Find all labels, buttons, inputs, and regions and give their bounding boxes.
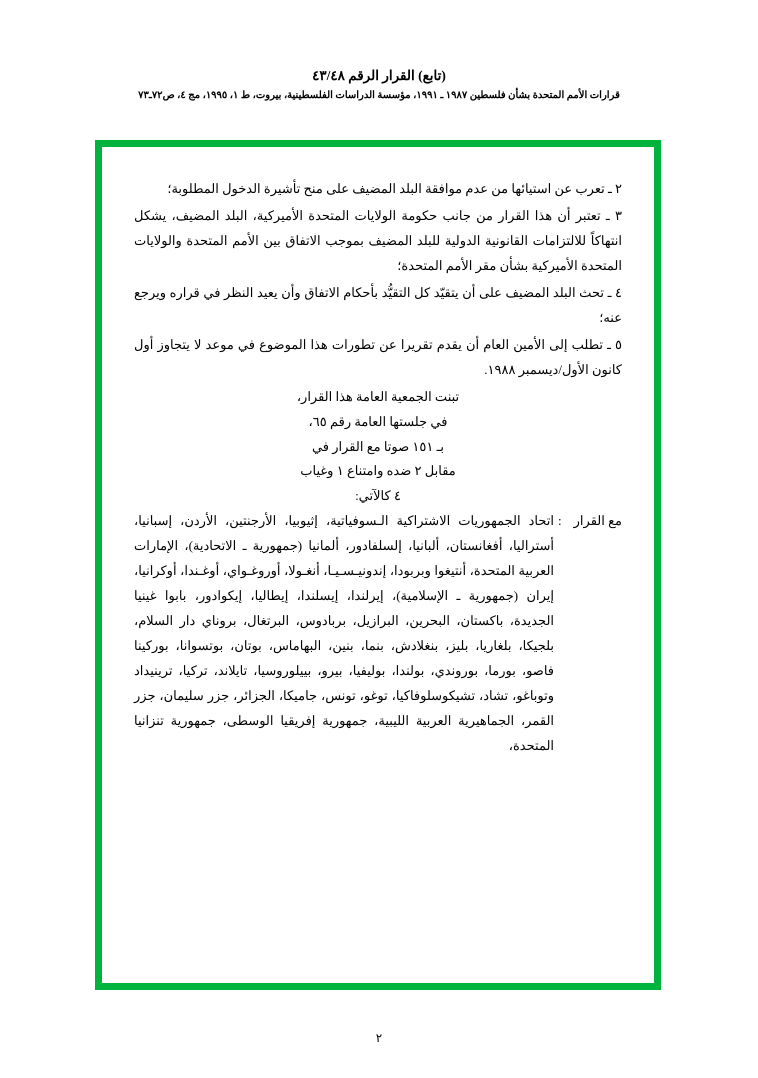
adoption-line-3: بـ ١٥١ صوتا مع القرار في [311, 438, 445, 454]
adoption-line-5: ٤ كالآتي: [355, 488, 401, 504]
paragraph-5: ٥ ـ تطلب إلى الأمين العام أن يقدم تقريرا عن تطورات هذا الموضوع في موعد لا يتجاوز أول كانون الأول/ديسمبر ١٩٨٨. [134, 336, 622, 377]
votes-in-favour-label: مع القرار [573, 513, 622, 529]
paragraph-3: ٣ ـ تعتبر أن هذا القرار من جانب حكومة الولايات المتحدة الأميركية، البلد المضيف، يشكل انتهاكاً للالتزامات القانونية الدولية للبلد المضيف بموجب الاتفاق بين الأمم المتحدة والولايات المتحدة الأميركية بشأن مقر الأمم المتحدة؛ [134, 207, 622, 273]
adoption-line-2: في جلستها العامة رقم ٦٥، [308, 413, 448, 429]
adoption-line-1: تبنت الجمعية العامة هذا القرار، [296, 388, 460, 404]
page-number: ٢ [375, 1031, 383, 1045]
votes-in-favour-colon: : [558, 513, 562, 529]
adoption-block [134, 385, 622, 510]
paragraph-4: ٤ ـ تحث البلد المضيف على أن يتقيّد كل التقيُّد بأحكام الاتفاق وأن يعيد النظر في قراره ويرجع عنه؛ [134, 284, 622, 325]
page-title: (تابع) القرار الرقم ٤٣/٤٨ [312, 68, 446, 83]
paragraph-2: ٢ ـ تعرب عن استيائها من عدم موافقة البلد المضيف على منح تأشيرة الدخول المطلوبة؛ [167, 181, 622, 196]
page-source-line: قرارات الأمم المتحدة بشأن فلسطين ١٩٨٧ ـ ١٩٩١، مؤسسة الدراسات الفلسطينية، بيروت، ط ١، ١٩٩٥، مج ٤، ص٧٢ـ٧٣ [138, 90, 620, 101]
green-border-frame [95, 140, 661, 990]
page-footer [0, 1031, 758, 1046]
votes-in-favour-row [134, 509, 622, 759]
page-header [0, 68, 758, 101]
document-body [102, 177, 654, 759]
adoption-line-4: مقابل ٢ ضده وامتناع ١ وغياب [300, 463, 456, 479]
votes-in-favour-country-list: اتحاد الجمهوريات الاشتراكية الـسوفياتية، إثيوبيا، الأرجنتين، الأردن، إسبانيا، أستراليا، أفغانستان، ألبانيا، إلسلفادور، ألمانيا (جمهورية ـ الاتحادية)، الإمارات العربية المتحدة، أنتيغوا وبربودا، إندونيـسـيـا، أنغـولا، أوروغـواي، أوغـندا، أوكرانيا، إيران (جمهورية ـ الإسلامية)، إيرلندا، إيسلندا، إيطاليا، إيكوادور، بابوا غينيا الجديدة، باكستان، البحرين، البرازيل، بربادوس، البرتغال، بروناي دار السلام، بلجيكا، بلغاريا، بليز، بنغلادش، بنما، بنين، البهاماس، بوتان، بوتسوانا، بوركينا فاصو، بورما، بوروندي، بولندا، بوليفيا، بيرو، بييلوروسيا، تايلاند، تركيا، ترينيداد وتوباغو، تشاد، تشيكوسلوفاكيا، توغو، تونس، جاميكا، الجزائر، جزر سليمان، جزر القمر، الجماهيرية العربية الليبية، جمهورية إفريقيا الوسطى، جمهورية تنزانيا المتحدة، [134, 513, 555, 753]
numbered-paragraphs [134, 177, 622, 383]
